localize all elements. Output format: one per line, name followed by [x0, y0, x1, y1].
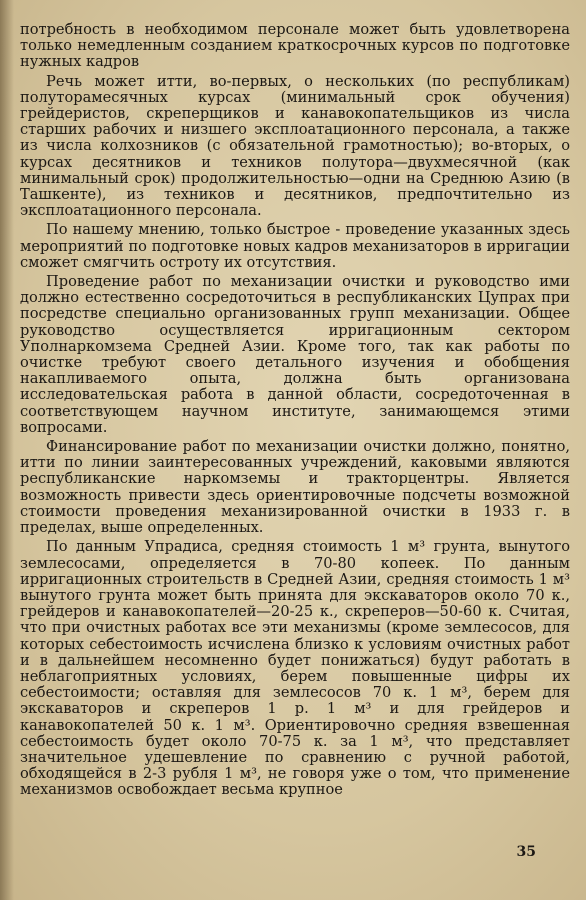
body-text — [20, 22, 570, 799]
paragraph-6: По данным Упрадиса, средняя стоимость 1 м³ грунта, вынутого землесосами, определяется в 70-80 копеек. По данным ирригационных строительств в Средней Азии, средняя стоимость 1 м³ вынутого грунта может быть принята для экскаваторов около 70 к., грейдеров и канавокопателей—20-25 к., скреперов—50-60 к. Считая, что при очистных работах все эти механизмы (кроме землесосов, для которых себестоимость исчислена близко к условиям очистных работ и в дальнейшем несомненно будет понижаться) будут работать в неблагоприятных условиях, берем повышенные цифры их себестоимости; оставляя для землесосов 70 к. 1 м³, берем для экскаваторов и скреперов 1 р. 1 м³ и для грейдеров и канавокопателей 50 к. 1 м³. Ориентировочно средняя взвешенная себестоимость будет около 70-75 к. за 1 м³, что представляет значительное удешевление по сравнению с ручной работой, обходящейся в 2-3 рубля 1 м³, не говоря уже о том, что применение механизмов освобождает весьма крупное — [20, 538, 570, 799]
paragraph-3: По нашему мнению, только быстрое - проведение указанных здесь мероприятий по подготовке новых кадров механизаторов в ирригации сможет смягчить остроту их отсутствия. — [20, 221, 570, 271]
page-number: 35 — [516, 844, 536, 860]
paragraph-4: Проведение работ по механизации очистки и руководство ими должно естественно сосредоточиться в республиканских Цупрах при посредстве специально организованных групп механизации. Общее руководство осуществляется ирригационным сектором Уполнаркомзема Средней Азии. Кроме того, так как работы по очистке требуют своего детального изучения и обобщения накапливаемого опыта, должна быть организована исследовательская работа в данной области, сосредоточенная в соответствующем научном институте, занимающемся этими вопросами. — [20, 273, 570, 436]
paragraph-2: Речь может итти, во-первых, о нескольких (по республикам) полуторамесячных курсах (минимальный срок обучения) грейдеристов, скреперщиков и канавокопательщиков из числа старших рабочих и низшего эксплоатационного персонала, а также из числа колхозников (с обязательной грамотностью); во-вторых, о курсах десятников и техников полутора—двухмесячной (как минимальный срок) продолжительностью—одни на Среднюю Азию (в Ташкенте), из техников и десятников, предпочтительно из эксплоатационного персонала. — [20, 72, 570, 220]
paragraph-5: Финансирование работ по механизации очистки должно, понятно, итти по линии заинтересованных учреждений, каковыми являются республиканские наркомземы и тракторцентры. Является возможность привести здесь ориентировочные подсчеты возможной стоимости проведения механизированной очистки в 1933 г. в пределах, выше определенных. — [20, 438, 570, 537]
paragraph-1: потребность в необходимом персонале может быть удовлетворена только немедленным созданием краткосрочных курсов по подготовке нужных кадров — [20, 21, 570, 71]
